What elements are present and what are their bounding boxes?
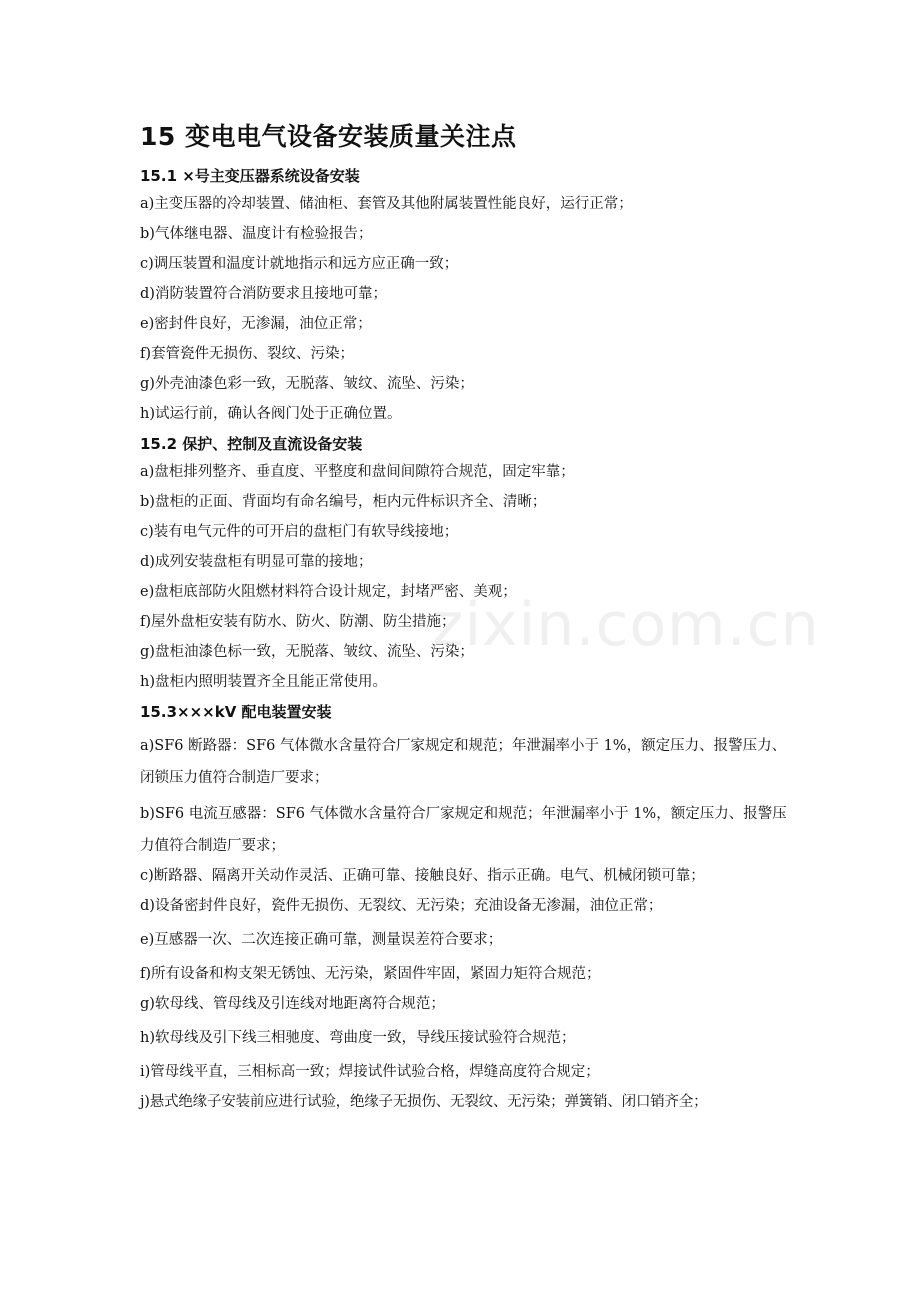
list-item: h)软母线及引下线三相驰度、弯曲度一致，导线压接试验符合规范； — [140, 1030, 576, 1046]
list-item: g)盘柜油漆色标一致，无脱落、皱纹、流坠、污染； — [140, 644, 474, 660]
section-heading: 15.3×××kV 配电装置安装 — [140, 703, 332, 721]
section-15-2 — [140, 434, 790, 692]
list-item: h)试运行前，确认各阀门处于正确位置。 — [140, 406, 402, 422]
list-item: c)调压装置和温度计就地指示和远方应正确一致； — [140, 256, 459, 272]
section-heading: 15.1 ×号主变压器系统设备安装 — [140, 167, 360, 185]
list-item: f)屋外盘柜安装有防水、防火、防潮、防尘措施； — [140, 614, 456, 630]
document-body — [140, 118, 790, 1122]
document-title: 15 变电电气设备安装质量关注点 — [140, 122, 517, 151]
list-item: c)装有电气元件的可开启的盘柜门有软导线接地； — [140, 524, 459, 540]
list-item: d)成列安装盘柜有明显可靠的接地； — [140, 554, 373, 570]
list-item: g)外壳油漆色彩一致，无脱落、皱纹、流坠、污染； — [140, 376, 474, 392]
list-item: e)盘柜底部防火阻燃材料符合设计规定，封堵严密、美观； — [140, 584, 517, 600]
watermark: zixin.com.cn — [432, 590, 820, 660]
section-15-1 — [140, 166, 790, 424]
list-item: a)SF6 断路器：SF6 气体微水含量符合厂家规定和规范；年泄漏率小于 1%，额定压力、报警压力、闭锁压力值符合制造厂要求； — [140, 738, 787, 786]
list-item: c)断路器、隔离开关动作灵活、正确可靠、接触良好、指示正确。电气、机械闭锁可靠； — [140, 868, 705, 884]
list-item: e)密封件良好，无渗漏，油位正常； — [140, 316, 372, 332]
list-item: b)SF6 电流互感器：SF6 气体微水含量符合厂家规定和规范；年泄漏率小于 1%，额定压力、报警压力值符合制造厂要求； — [140, 806, 787, 854]
list-item: d)设备密封件良好，瓷件无损伤、无裂纹、无污染；充油设备无渗漏，油位正常； — [140, 898, 663, 914]
list-item: d)消防装置符合消防要求且接地可靠； — [140, 286, 387, 302]
list-item: i)管母线平直，三相标高一致；焊接试件试验合格，焊缝高度符合规定； — [140, 1064, 600, 1080]
list-item: a)盘柜排列整齐、垂直度、平整度和盘间间隙符合规范，固定牢靠； — [140, 464, 575, 480]
section-15-3 — [140, 702, 790, 1112]
list-item: f)所有设备和构支架无锈蚀、无污染，紧固件牢固，紧固力矩符合规范； — [140, 966, 601, 982]
list-item: f)套管瓷件无损伤、裂纹、污染； — [140, 346, 355, 362]
list-item: b)盘柜的正面、背面均有命名编号，柜内元件标识齐全、清晰； — [140, 494, 547, 510]
list-item: a)主变压器的冷却装置、储油柜、套管及其他附属装置性能良好，运行正常； — [140, 196, 633, 212]
section-heading: 15.2 保护、控制及直流设备安装 — [140, 435, 363, 453]
list-item: j)悬式绝缘子安装前应进行试验，绝缘子无损伤、无裂纹、无污染；弹簧销、闭口销齐全； — [140, 1094, 708, 1110]
list-item: e)互感器一次、二次连接正确可靠，测量误差符合要求； — [140, 932, 503, 948]
list-item: b)气体继电器、温度计有检验报告； — [140, 226, 373, 242]
list-item: g)软母线、管母线及引连线对地距离符合规范； — [140, 996, 445, 1012]
list-item: h)盘柜内照明装置齐全且能正常使用。 — [140, 674, 387, 690]
